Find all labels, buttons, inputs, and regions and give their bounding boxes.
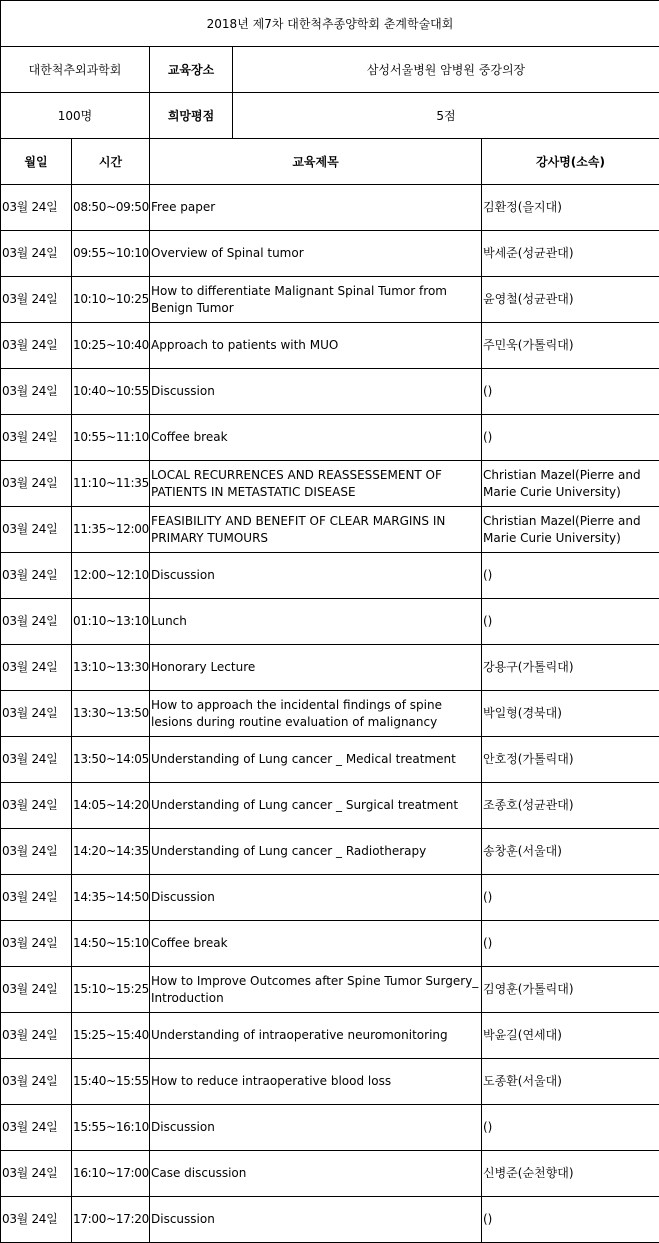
row-subject: Discussion [150,1105,482,1151]
row-date: 03월 24일 [1,783,72,829]
row-time: 17:00~17:20 [72,1197,150,1243]
points-label: 희망평점 [150,93,233,139]
row-date: 03월 24일 [1,1059,72,1105]
row-time: 13:10~13:30 [72,645,150,691]
page-title: 2018년 제7차 대한척추종양학회 춘계학술대회 [1,1,659,47]
row-speaker: () [482,1197,659,1243]
row-speaker: () [482,553,659,599]
row-date: 03월 24일 [1,599,72,645]
table-row [1,369,659,415]
row-date: 03월 24일 [1,967,72,1013]
row-time: 14:35~14:50 [72,875,150,921]
row-date: 03월 24일 [1,1013,72,1059]
table-row [1,967,659,1013]
row-subject: Discussion [150,1197,482,1243]
row-subject: Discussion [150,369,482,415]
row-date: 03월 24일 [1,277,72,323]
row-speaker: 신병준(순천향대) [482,1151,659,1197]
table-row [1,231,659,277]
table-row [1,737,659,783]
row-time: 10:40~10:55 [72,369,150,415]
title-row [1,1,659,47]
table-row [1,415,659,461]
info-row-venue [1,47,659,93]
row-subject: Free paper [150,185,482,231]
row-time: 15:40~15:55 [72,1059,150,1105]
row-speaker: 강용구(가톨릭대) [482,645,659,691]
info-row-points [1,93,659,139]
header-time: 시간 [72,139,150,185]
row-subject: Overview of Spinal tumor [150,231,482,277]
table-row [1,1197,659,1243]
row-subject: Coffee break [150,921,482,967]
header-row [1,139,659,185]
venue-label: 교육장소 [150,47,233,93]
table-row [1,1105,659,1151]
row-speaker: () [482,1105,659,1151]
row-subject: Case discussion [150,1151,482,1197]
row-subject: How to Improve Outcomes after Spine Tumor Surgery_ Introduction [150,967,482,1013]
row-subject: Understanding of intraoperative neuromonitoring [150,1013,482,1059]
table-row [1,875,659,921]
venue-value: 삼성서울병원 암병원 중강의장 [233,47,659,93]
table-row [1,507,659,553]
row-time: 13:50~14:05 [72,737,150,783]
row-speaker: () [482,875,659,921]
row-date: 03월 24일 [1,553,72,599]
row-speaker: () [482,415,659,461]
row-speaker: 송창훈(서울대) [482,829,659,875]
row-speaker: 박윤길(연세대) [482,1013,659,1059]
capacity-value: 100명 [1,93,150,139]
row-subject: How to differentiate Malignant Spinal Tumor from Benign Tumor [150,277,482,323]
row-time: 10:55~11:10 [72,415,150,461]
row-speaker: () [482,921,659,967]
row-speaker: Christian Mazel(Pierre and Marie Curie University) [482,507,659,553]
row-time: 11:35~12:00 [72,507,150,553]
row-date: 03월 24일 [1,921,72,967]
table-row [1,645,659,691]
header-speaker: 강사명(소속) [482,139,659,185]
row-date: 03월 24일 [1,231,72,277]
header-date: 월일 [1,139,72,185]
row-subject: Lunch [150,599,482,645]
row-subject: How to approach the incidental findings of spine lesions during routine evaluation of malignancy [150,691,482,737]
row-date: 03월 24일 [1,1151,72,1197]
row-date: 03월 24일 [1,737,72,783]
row-subject: Understanding of Lung cancer _ Medical treatment [150,737,482,783]
table-row [1,1059,659,1105]
row-time: 11:10~11:35 [72,461,150,507]
organization: 대한척추외과학회 [1,47,150,93]
row-time: 15:55~16:10 [72,1105,150,1151]
row-speaker: 윤영철(성균관대) [482,277,659,323]
row-subject: FEASIBILITY AND BENEFIT OF CLEAR MARGINS IN PRIMARY TUMOURS [150,507,482,553]
row-date: 03월 24일 [1,185,72,231]
row-subject: Understanding of Lung cancer _ Radiotherapy [150,829,482,875]
table-row [1,1151,659,1197]
row-speaker: () [482,369,659,415]
row-speaker: 박세준(성균관대) [482,231,659,277]
row-speaker: 주민욱(가톨릭대) [482,323,659,369]
row-date: 03월 24일 [1,829,72,875]
row-subject: Approach to patients with MUO [150,323,482,369]
row-time: 14:50~15:10 [72,921,150,967]
row-speaker: 김영훈(가톨릭대) [482,967,659,1013]
row-time: 16:10~17:00 [72,1151,150,1197]
row-time: 08:50~09:50 [72,185,150,231]
table-row [1,783,659,829]
table-row [1,553,659,599]
row-speaker: Christian Mazel(Pierre and Marie Curie University) [482,461,659,507]
row-time: 15:10~15:25 [72,967,150,1013]
row-date: 03월 24일 [1,1197,72,1243]
table-row [1,323,659,369]
row-speaker: () [482,599,659,645]
row-date: 03월 24일 [1,323,72,369]
row-subject: Honorary Lecture [150,645,482,691]
row-speaker: 안호정(가톨릭대) [482,737,659,783]
row-time: 01:10~13:10 [72,599,150,645]
row-date: 03월 24일 [1,645,72,691]
row-time: 10:10~10:25 [72,277,150,323]
table-row [1,185,659,231]
row-time: 14:20~14:35 [72,829,150,875]
row-date: 03월 24일 [1,875,72,921]
row-speaker: 박일형(경북대) [482,691,659,737]
row-subject: Understanding of Lung cancer _ Surgical treatment [150,783,482,829]
row-speaker: 김환정(을지대) [482,185,659,231]
row-subject: LOCAL RECURRENCES AND REASSESSEMENT OF PATIENTS IN METASTATIC DISEASE [150,461,482,507]
table-row [1,599,659,645]
row-speaker: 도종환(서울대) [482,1059,659,1105]
row-date: 03월 24일 [1,461,72,507]
row-date: 03월 24일 [1,691,72,737]
row-time: 13:30~13:50 [72,691,150,737]
row-date: 03월 24일 [1,1105,72,1151]
header-subject: 교육제목 [150,139,482,185]
row-time: 09:55~10:10 [72,231,150,277]
row-time: 12:00~12:10 [72,553,150,599]
row-subject: Discussion [150,875,482,921]
row-subject: Coffee break [150,415,482,461]
row-time: 10:25~10:40 [72,323,150,369]
table-row [1,829,659,875]
row-subject: Discussion [150,553,482,599]
table-row [1,277,659,323]
table-row [1,691,659,737]
table-row [1,461,659,507]
points-value: 5점 [233,93,659,139]
row-speaker: 조종호(성균관대) [482,783,659,829]
row-date: 03월 24일 [1,415,72,461]
row-time: 15:25~15:40 [72,1013,150,1059]
table-row [1,1013,659,1059]
table-row [1,921,659,967]
row-subject: How to reduce intraoperative blood loss [150,1059,482,1105]
row-date: 03월 24일 [1,369,72,415]
row-time: 14:05~14:20 [72,783,150,829]
row-date: 03월 24일 [1,507,72,553]
